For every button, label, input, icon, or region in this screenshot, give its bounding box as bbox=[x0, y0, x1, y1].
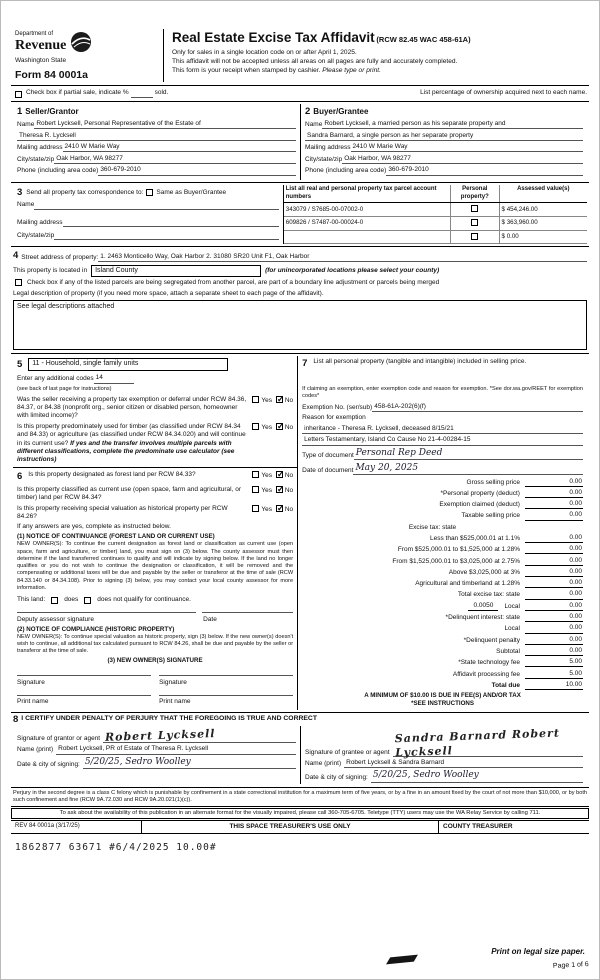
partial-sale-percent-input[interactable] bbox=[131, 97, 153, 98]
q1-yes-checkbox[interactable] bbox=[252, 396, 259, 403]
additional-codes-input[interactable]: 14 bbox=[94, 374, 134, 383]
partial-sale-label: Check box if partial sale, indicate % bbox=[26, 89, 129, 97]
tax-value[interactable]: 0.00 bbox=[525, 557, 583, 566]
q1-no-checkbox[interactable] bbox=[276, 396, 283, 403]
seller-mailing-label: Mailing address bbox=[17, 144, 63, 152]
grantee-signature-block bbox=[300, 726, 587, 784]
doc-type-input[interactable]: Personal Rep Deed bbox=[354, 448, 583, 460]
q3-answers bbox=[250, 471, 293, 483]
parcel-number-input[interactable]: 343079 / S7685-00-07002-0 bbox=[284, 203, 451, 217]
tax-value[interactable]: 0.00 bbox=[525, 534, 583, 543]
seller-section bbox=[13, 104, 300, 181]
certification-section bbox=[11, 713, 589, 788]
q5-answers bbox=[250, 505, 293, 521]
seller-phone-input[interactable]: 360-679-2010 bbox=[98, 166, 296, 175]
new-owners-signature-title: (3) NEW OWNER(S) SIGNATURE bbox=[107, 657, 203, 665]
tax-label: Total excise tax: state bbox=[457, 591, 520, 599]
county-treasurer-label: COUNTY TREASURER bbox=[443, 822, 513, 830]
ownership-percent-note: List percentage of ownership acquired next to each name. bbox=[420, 89, 587, 97]
partial-sale-label-sold: sold. bbox=[154, 89, 169, 97]
timber-question-text bbox=[17, 423, 247, 464]
reason-for-exemption-label: Reason for exemption bbox=[302, 414, 366, 422]
tax-value[interactable]: 0.00 bbox=[525, 500, 583, 509]
deputy-date-input[interactable] bbox=[202, 612, 293, 613]
grantor-signature-scrawl: Robert Lycksell bbox=[104, 726, 216, 744]
timber-question-normal: Is this property predominately used for timber (as classified under RCW 84.34 and 84.33) or agriculture (as classified under RCW 84.34.020) and will continue in its current use? bbox=[17, 423, 246, 447]
grantor-signature-input[interactable] bbox=[103, 726, 296, 744]
does-label: does bbox=[64, 596, 79, 604]
legal-description-label: Legal description of property (if you need more space, attach a separate sheet to each page of the affidavit). bbox=[13, 289, 324, 297]
tax-label: *Delinquent penalty bbox=[463, 636, 520, 644]
forest-no-checkbox[interactable] bbox=[276, 471, 283, 478]
dept-sub-label: Washington State bbox=[15, 57, 67, 65]
no-label: No bbox=[284, 396, 294, 404]
tax-value[interactable]: 0.00 bbox=[525, 624, 583, 633]
q1-answers bbox=[250, 396, 293, 420]
land-does-checkbox[interactable] bbox=[51, 597, 58, 604]
section-5-number: 5 bbox=[17, 358, 23, 370]
new-owner-print-1-input[interactable] bbox=[17, 695, 151, 696]
alternate-format-notice: To ask about the availability of this publication in an alternate format for the visually impaired, please call 360-705-6705. Teletype (TTY) users may use the WA Relay Service by calling 711. bbox=[11, 808, 589, 819]
correspondence-label: Send all property tax correspondence to: bbox=[26, 188, 144, 196]
date-label: Date bbox=[203, 615, 217, 623]
seller-city-label: City/state/zip bbox=[17, 155, 55, 163]
parcel-assessed-value[interactable]: $ 0.00 bbox=[499, 230, 587, 244]
current-use-question: Is this property classified as current use (open space, farm and agricultural, or timber) land per RCW 84.34? bbox=[17, 485, 241, 501]
section-4-number: 4 bbox=[13, 250, 19, 262]
additional-codes-label: Enter any additional codes bbox=[17, 375, 94, 383]
county-select[interactable]: Island County bbox=[91, 265, 261, 278]
dept-small-label: Department of bbox=[15, 31, 54, 37]
parcel-assessed-value[interactable]: $ 363,960.00 bbox=[499, 216, 587, 230]
seller-phone-label: Phone (including area code) bbox=[17, 167, 99, 175]
parcel-number-input[interactable]: 609826 / S7487-00-00024-0 bbox=[284, 216, 451, 230]
grantor-date-label: Date & city of signing: bbox=[17, 760, 80, 768]
correspondence-city-input[interactable] bbox=[54, 239, 279, 240]
header-note-2: This affidavit will not be accepted unless all areas on all pages are fully and accurately completed. bbox=[172, 58, 458, 66]
tax-value[interactable]: 0.00 bbox=[525, 613, 583, 622]
same-as-buyer-label: Same as Buyer/Grantee bbox=[156, 188, 227, 196]
minimum-due-note: A MINIMUM OF $10.00 IS DUE IN FEE(S) AND/OR TAX bbox=[364, 692, 521, 700]
header-note-3-text: This form is your receipt when stamped by cashier. bbox=[172, 67, 321, 75]
tax-label: *Delinquent interest: state bbox=[445, 614, 520, 622]
yes-label: Yes bbox=[261, 396, 272, 404]
no-label: No bbox=[284, 471, 294, 479]
tax-value[interactable]: 0.00 bbox=[525, 568, 583, 577]
timber-question-bold: If yes and the transfer involves multiple parcels with different classifications, complete the predominate use calculator (see instructions) bbox=[17, 439, 235, 463]
section-divider bbox=[13, 467, 297, 468]
answers-yes-note: If any answers are yes, complete as instructed below. bbox=[17, 523, 171, 531]
form-header bbox=[11, 27, 589, 86]
grantor-name-label: Name (print) bbox=[17, 746, 54, 754]
page-number: Page 1 of 6 bbox=[552, 961, 590, 971]
form-title: Real Estate Excise Tax Affidavit bbox=[172, 30, 375, 45]
correspondence-mailing-input[interactable] bbox=[63, 226, 279, 227]
tax-value[interactable]: 0.00 bbox=[525, 511, 583, 520]
perjury-notice: Perjury in the second degree is a class C felony which is punishable by confinement in a state correctional institution for a maximum term of five years, or by a fine in an amount fixed by the court of not more than $10,000, or by both such confinement and fine (RCW 9A.72.030 and RCW 9A.20.021(1)(c)). bbox=[11, 788, 589, 807]
notice-continuance-body: NEW OWNER(S): To continue the current designation as forest land or classification as current use (open space, farm and agriculture, or timber) land, you must sign on (3) below. The county assessor must then determine if the land transferred continues to qualify and will indicate by signing below. If the land no longer qualifies or you do not wish to continue the designation or classification, it will be removed and the compensating or additional taxes will be due and payable by the seller or transferor at the time of sale (RCW 84.33.140 or 84.34.108). Prior to signing (3) below, you may contact your local county assessor for more information. bbox=[17, 541, 294, 591]
tax-label: Agricultural and timberland at 1.28% bbox=[415, 580, 520, 588]
section-7-number: 7 bbox=[302, 357, 308, 369]
historic-yes-checkbox[interactable] bbox=[252, 505, 259, 512]
tax-label: Local bbox=[504, 625, 520, 633]
partial-sale-row bbox=[11, 86, 589, 101]
buyer-name-input[interactable]: Robert Lycksell, a married person as his separate property and bbox=[322, 120, 583, 129]
buyer-name-label: Name bbox=[305, 120, 323, 128]
parcel-number-input[interactable] bbox=[284, 230, 451, 244]
located-note: (for unincorporated locations please select your county) bbox=[265, 266, 440, 274]
use-code-section bbox=[17, 358, 293, 464]
legal-size-note: Print on legal size paper. bbox=[491, 947, 585, 956]
seller-name-input[interactable]: Robert Lycksell, Personal Representative of the Estate of bbox=[34, 120, 296, 129]
main-band bbox=[11, 354, 589, 713]
notice-continuance-title: (1) NOTICE OF CONTINUANCE (FOREST LAND OR CURRENT USE) bbox=[17, 533, 215, 541]
tax-section bbox=[297, 356, 587, 710]
yes-label: Yes bbox=[261, 506, 272, 514]
title-block bbox=[163, 29, 587, 82]
parcel-row-3 bbox=[284, 230, 587, 244]
buyer-name-input-2[interactable]: Sandra Barnard, a single person as her separate property bbox=[305, 132, 583, 141]
tax-value[interactable]: 0.00 bbox=[525, 545, 583, 554]
buyer-section bbox=[300, 104, 587, 181]
new-owner-signature-1-input[interactable] bbox=[17, 675, 151, 676]
q4-answers bbox=[250, 486, 293, 502]
grantor-name-input[interactable]: Robert Lycksell, PR of Estate of Theresa R. Lycksell bbox=[56, 745, 296, 754]
parcel-assessed-value[interactable]: $ 454,246.00 bbox=[499, 203, 587, 217]
tax-label: Gross selling price bbox=[466, 478, 520, 486]
tax-label: From $1,525,000.01 to $3,025,000 at 2.75% bbox=[392, 557, 520, 565]
parties-band bbox=[11, 102, 589, 184]
grantee-sig-label: Signature of grantee or agent bbox=[305, 749, 390, 757]
street-address-label: Street address of property: bbox=[21, 254, 99, 261]
tax-label: Affidavit processing fee bbox=[452, 670, 520, 678]
deputy-assessor-label: Deputy assessor signature bbox=[17, 615, 94, 623]
personal-property-intro: List all personal property (tangible and intangible) included in selling price. bbox=[313, 357, 527, 365]
parcel-table-section bbox=[283, 185, 587, 244]
partial-sale-checkbox[interactable] bbox=[15, 91, 22, 98]
correspondence-section bbox=[13, 185, 283, 244]
tax-label: From $525,000.01 to $1,525,000 at 1.28% bbox=[397, 546, 520, 554]
grantee-date-label: Date & city of signing: bbox=[305, 774, 368, 782]
grantee-date-input[interactable]: 5/20/25, Sedro Woolley bbox=[371, 770, 583, 782]
treasurer-space-label: THIS SPACE TREASURER'S USE ONLY bbox=[141, 821, 439, 833]
tax-label: Local bbox=[504, 602, 520, 610]
land-designation-section bbox=[17, 471, 293, 706]
doc-type-label: Type of document bbox=[302, 452, 354, 460]
tax-value[interactable]: 0.00 bbox=[525, 647, 583, 656]
agency-block bbox=[13, 29, 163, 82]
grantee-signature-scrawl: Sandra Barnard Robert Lycksell bbox=[394, 726, 560, 759]
left-column bbox=[13, 356, 297, 710]
tax-value-total-due[interactable]: 10.00 bbox=[525, 681, 583, 690]
property-section bbox=[11, 247, 589, 353]
same-as-buyer-checkbox[interactable] bbox=[146, 189, 153, 196]
parcel-col-assessed: Assessed value(s) bbox=[499, 185, 587, 203]
treasurer-stamp: 1862877 63671 #6/4/2025 10.00# bbox=[15, 841, 217, 853]
buyer-phone-input[interactable]: 360-679-2010 bbox=[386, 166, 583, 175]
legal-description-input[interactable] bbox=[13, 300, 587, 350]
tax-value[interactable]: 0.00 bbox=[525, 590, 583, 599]
correspondence-mailing-label: Mailing address bbox=[17, 218, 63, 226]
yes-label: Yes bbox=[261, 471, 272, 479]
see-instructions-note: *SEE INSTRUCTIONS bbox=[411, 700, 475, 708]
current-use-yes-checkbox[interactable] bbox=[252, 486, 259, 493]
seller-mailing-input[interactable]: 2410 W Marie Way bbox=[63, 143, 296, 152]
section-6-number: 6 bbox=[17, 470, 23, 482]
no-label: No bbox=[284, 424, 294, 432]
yes-label: Yes bbox=[261, 486, 272, 494]
grantee-name-input[interactable]: Robert Lycksell & Sandra Barnard bbox=[344, 759, 583, 768]
segregated-label: Check box if any of the listed parcels are being segregated from another parcel, are part of a boundary line adjustment or parcels being merged bbox=[27, 279, 440, 287]
tax-value[interactable]: 0.00 bbox=[525, 478, 583, 487]
buyer-heading: Buyer/Grantee bbox=[313, 106, 369, 116]
segregated-checkbox[interactable] bbox=[15, 279, 22, 286]
revenue-logo-icon bbox=[70, 31, 92, 56]
parcel-row-1 bbox=[284, 203, 587, 217]
parcel-col-numbers: List all real and personal property tax parcel account numbers bbox=[284, 185, 451, 203]
exemption-reason-input-2[interactable]: Letters Testamentary, Island Co Cause No 21-4-00284-15 bbox=[302, 436, 583, 445]
this-land-label: This land: bbox=[17, 596, 46, 604]
parcel-3-personal-checkbox[interactable] bbox=[471, 233, 478, 240]
forest-land-question: Is this property designated as forest land per RCW 84.33? bbox=[28, 470, 196, 478]
exemption-no-input[interactable]: 458-61A-202(6)(f) bbox=[372, 403, 583, 412]
q2-no-checkbox[interactable] bbox=[276, 423, 283, 430]
seller-name-label: Name bbox=[17, 120, 35, 128]
does-not-label: does not qualify for continuance. bbox=[97, 596, 191, 604]
additional-codes-note: (see back of last page for instructions) bbox=[17, 386, 112, 392]
tax-label: Less than $525,000.01 at 1.1% bbox=[429, 534, 520, 542]
land-does-not-checkbox[interactable] bbox=[84, 597, 91, 604]
doc-date-input[interactable]: May 20, 2025 bbox=[353, 463, 583, 475]
seller-heading: Seller/Grantor bbox=[25, 106, 79, 116]
current-use-no-checkbox[interactable] bbox=[276, 486, 283, 493]
parcel-row-2 bbox=[284, 216, 587, 230]
section-2-number: 2 bbox=[305, 105, 311, 117]
tax-label: Exemption claimed (deduct) bbox=[439, 501, 520, 509]
tax-label: Taxable selling price bbox=[461, 512, 520, 520]
grantee-name-label: Name (print) bbox=[305, 760, 342, 768]
buyer-phone-label: Phone (including area code) bbox=[305, 167, 387, 175]
section-3-number: 3 bbox=[17, 187, 23, 198]
grantor-sig-label: Signature of grantor or agent bbox=[17, 735, 101, 743]
q2-answers bbox=[250, 423, 293, 464]
grantor-signature-block bbox=[13, 726, 300, 784]
buyer-city-label: City/state/zip bbox=[305, 155, 343, 163]
new-owner-print-2-input[interactable] bbox=[159, 695, 293, 696]
forest-yes-checkbox[interactable] bbox=[252, 471, 259, 478]
header-note-1: Only for sales in a single location code on or after April 1, 2025. bbox=[172, 48, 357, 56]
q2-yes-checkbox[interactable] bbox=[252, 423, 259, 430]
yes-label: Yes bbox=[261, 424, 272, 432]
tax-value[interactable]: 0.00 bbox=[525, 579, 583, 588]
signature-label-2: Signature bbox=[159, 678, 187, 686]
scan-artifact-mark bbox=[386, 955, 418, 965]
tax-value[interactable]: 0.00 bbox=[525, 489, 583, 498]
local-rate-input[interactable]: 0.0050 bbox=[468, 602, 498, 611]
parcel-2-personal-checkbox[interactable] bbox=[471, 219, 478, 226]
grantor-date-input[interactable]: 5/20/25, Sedro Woolley bbox=[83, 757, 296, 769]
tax-value[interactable]: 5.00 bbox=[525, 670, 583, 679]
exemption-intro: If claiming an exemption, enter exemption code and reason for exemption. *See dor.wa.gov/REET for exemption codes* bbox=[302, 385, 583, 399]
notice-compliance-body: NEW OWNER(S): To continue special valuation as historic property, sign (3) below. If the new owner(s) doesn't wish to continue, all additional tax calculated pursuant to RCW 84.26, shall be due and payable by the seller or transferor at the time of sale. bbox=[17, 633, 294, 655]
doc-date-label: Date of document bbox=[302, 466, 354, 474]
tax-label: *Personal property (deduct) bbox=[440, 489, 520, 497]
historic-question: Is this property receiving special valuation as historical property per RCW 84.26? bbox=[17, 505, 228, 521]
seller-city-input[interactable]: Oak Harbor, WA 98277 bbox=[54, 155, 296, 164]
excise-tax-state-header: Excise tax: state bbox=[408, 523, 457, 531]
buyer-mailing-label: Mailing address bbox=[305, 144, 351, 152]
certify-statement: I CERTIFY UNDER PENALTY OF PERJURY THAT THE FOREGOING IS TRUE AND CORRECT bbox=[21, 715, 317, 723]
seller-name-input-2[interactable]: Theresa R. Lycksell bbox=[17, 132, 296, 141]
legal-description-value: See legal descriptions attached bbox=[17, 302, 115, 310]
tax-label-total-due: Total due bbox=[491, 681, 520, 689]
parcel-1-personal-checkbox[interactable] bbox=[471, 205, 478, 212]
correspondence-name-label: Name bbox=[17, 201, 35, 209]
no-label: No bbox=[284, 506, 294, 514]
correspondence-parcels-band bbox=[11, 183, 589, 247]
parcel-col-personal: Personal property? bbox=[451, 185, 500, 203]
print-name-label-2: Print name bbox=[159, 698, 191, 706]
dept-name-label: Revenue bbox=[15, 37, 67, 53]
print-name-label-1: Print name bbox=[17, 698, 49, 706]
header-note-3-italic: Please type or print. bbox=[320, 67, 381, 75]
notice-compliance-title: (2) NOTICE OF COMPLIANCE (HISTORIC PROPERTY) bbox=[17, 625, 175, 633]
correspondence-city-label: City/state/zip bbox=[17, 231, 55, 239]
located-in-label: This property is located in bbox=[13, 266, 88, 274]
section-8-number: 8 bbox=[13, 713, 19, 725]
personal-property-input[interactable] bbox=[302, 370, 583, 386]
tax-value[interactable]: 0.00 bbox=[525, 602, 583, 611]
exemption-deferral-question-text: Was the seller receiving a property tax exemption or deferral under RCW 84.36, 84.37, or 84.38 (nonprofit org., senior citizen or disabled person, homeowner with limited income)? bbox=[17, 395, 247, 420]
timber-agriculture-question bbox=[17, 423, 293, 464]
tax-label: *State technology fee bbox=[458, 659, 520, 667]
tax-value[interactable]: 0.00 bbox=[525, 636, 583, 645]
buyer-mailing-input[interactable]: 2410 W Marie Way bbox=[351, 143, 583, 152]
tax-label: Subtotal bbox=[496, 648, 520, 656]
rev-number: REV 84 0001a (3/17/25) bbox=[15, 822, 80, 829]
section-1-number: 1 bbox=[17, 105, 23, 117]
grantee-signature-input[interactable] bbox=[393, 726, 583, 759]
exemption-deferral-question bbox=[17, 396, 293, 420]
property-use-code-input[interactable]: 11 - Household, single family units bbox=[28, 358, 228, 372]
deputy-assessor-signature-input[interactable] bbox=[17, 612, 196, 613]
header-note-3 bbox=[172, 67, 587, 75]
parcel-table bbox=[284, 185, 587, 244]
exemption-no-label: Exemption No. (ser/sub) bbox=[302, 403, 373, 411]
historic-no-checkbox[interactable] bbox=[276, 505, 283, 512]
form-rcw-ref: (RCW 82.45 WAC 458-61A) bbox=[376, 35, 471, 44]
form-number: Form 84 0001a bbox=[15, 69, 88, 82]
street-address-input[interactable]: 1. 2463 Monticello Way, Oak Harbor 2. 31080 SR20 Unit F1, Oak Harbor bbox=[98, 253, 587, 262]
tax-value[interactable]: 5.00 bbox=[525, 658, 583, 667]
correspondence-name-input[interactable] bbox=[34, 209, 278, 210]
buyer-city-input[interactable]: Oak Harbor, WA 98277 bbox=[342, 155, 583, 164]
footer-row bbox=[11, 820, 589, 834]
new-owner-signature-2-input[interactable] bbox=[159, 675, 293, 676]
no-label: No bbox=[284, 486, 294, 494]
exemption-reason-input-1[interactable]: inheritance - Theresa R. Lycksell, deceased 8/15/21 bbox=[302, 425, 583, 434]
signature-label-1: Signature bbox=[17, 678, 45, 686]
tax-label: Above $3,025,000 at 3% bbox=[448, 568, 520, 576]
